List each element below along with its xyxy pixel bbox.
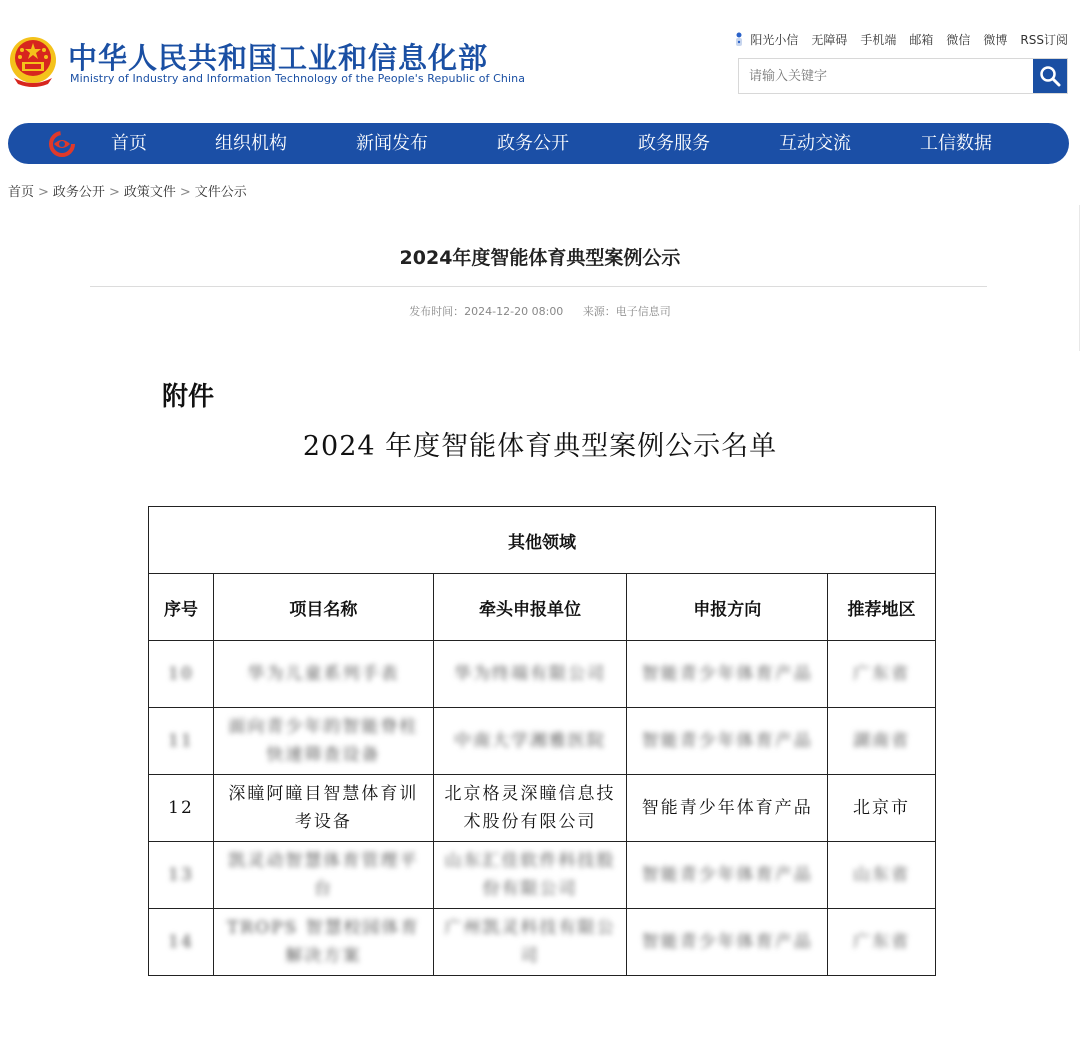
- table-row-highlighted: [149, 775, 936, 842]
- cell-name: TROPS 智慧校园体育解决方案: [213, 909, 433, 976]
- table-row: [149, 909, 936, 976]
- attachment-label: 附件: [162, 382, 215, 412]
- cell-unit: 中南大学湘雅医院: [433, 708, 627, 775]
- cell-unit: 山东汇佳软件科技股份有限公司: [433, 842, 627, 909]
- cell-unit: 广州凯灵科技有限公司: [433, 909, 627, 976]
- nav-data[interactable]: 工信数据: [920, 133, 992, 154]
- article-meta: [0, 303, 1080, 319]
- breadcrumb-file-notice[interactable]: 文件公示: [194, 185, 247, 200]
- top-link-accessibility[interactable]: 无障碍: [811, 33, 848, 47]
- article-source: 来源：电子信息司: [582, 305, 671, 318]
- cell-region: 山东省: [828, 842, 936, 909]
- cell-region: 广东省: [828, 909, 936, 976]
- main-nav: [8, 123, 1069, 164]
- cell-direction: 智能青少年体育产品: [627, 775, 828, 842]
- nav-news[interactable]: 新闻发布: [356, 133, 428, 154]
- miit-logo-icon[interactable]: [48, 130, 76, 158]
- top-link-mobile[interactable]: 手机端: [860, 33, 897, 47]
- cell-no: 13: [149, 842, 214, 909]
- cell-no: 11: [149, 708, 214, 775]
- cell-direction: 智能青少年体育产品: [627, 842, 828, 909]
- cell-direction: 智能青少年体育产品: [627, 641, 828, 708]
- col-header-direction: 申报方向: [627, 574, 828, 641]
- nav-gov-services[interactable]: 政务服务: [638, 133, 710, 154]
- cell-name: 面向青少年的智能脊柱快速筛查设备: [213, 708, 433, 775]
- nav-interaction[interactable]: 互动交流: [779, 133, 851, 154]
- domain-heading: 其他领域: [149, 507, 936, 574]
- cell-no: 14: [149, 909, 214, 976]
- nav-organization[interactable]: 组织机构: [215, 133, 287, 154]
- breadcrumb: [8, 181, 247, 200]
- nav-home[interactable]: 首页: [111, 133, 147, 154]
- site-title[interactable]: 中华人民共和国工业和信息化部: [68, 41, 489, 75]
- column-header-row: [149, 574, 936, 641]
- site-header: [0, 0, 1080, 120]
- col-header-name: 项目名称: [213, 574, 433, 641]
- page-title: 2024年度智能体育典型案例公示: [399, 247, 681, 269]
- domain-header-row: [149, 507, 936, 574]
- search-input[interactable]: [739, 59, 1033, 93]
- col-header-region: 推荐地区: [828, 574, 936, 641]
- search-box: [738, 58, 1068, 94]
- cell-no: 12: [149, 775, 214, 842]
- attachment-title: 2024 年度智能体育典型案例公示名单: [302, 431, 778, 462]
- col-header-no: 序号: [149, 574, 214, 641]
- publish-time: 发布时间：2024-12-20 08:00: [409, 305, 564, 318]
- breadcrumb-separator: >: [108, 185, 120, 200]
- breadcrumb-policy-docs[interactable]: 政策文件: [123, 185, 176, 200]
- site-subtitle: Ministry of Industry and Information Technology of the People's Republic of China: [70, 72, 526, 85]
- cell-name: 凯灵动智慧体育管理平台: [213, 842, 433, 909]
- nav-gov-affairs[interactable]: 政务公开: [497, 133, 569, 154]
- cell-name: 深瞳阿瞳目智慧体育训考设备: [213, 775, 433, 842]
- cell-name: 华为儿童系列手表: [213, 641, 433, 708]
- breadcrumb-home[interactable]: 首页: [8, 185, 35, 200]
- search-button[interactable]: [1033, 59, 1067, 93]
- top-link-sunshine[interactable]: 阳光小信: [733, 31, 798, 48]
- title-divider: [90, 286, 987, 287]
- col-header-unit: 牵头申报单位: [433, 574, 627, 641]
- cell-unit: 华为终端有限公司: [433, 641, 627, 708]
- national-emblem-icon[interactable]: [8, 34, 58, 88]
- cell-no: 10: [149, 641, 214, 708]
- cell-region: 广东省: [828, 641, 936, 708]
- top-link-mail[interactable]: 邮箱: [909, 33, 934, 47]
- top-link-weibo[interactable]: 微博: [983, 33, 1008, 47]
- case-list-table: [148, 506, 936, 976]
- table-row: [149, 708, 936, 775]
- top-link-wechat[interactable]: 微信: [946, 33, 971, 47]
- top-links: [720, 31, 1068, 48]
- table-row: [149, 641, 936, 708]
- cell-unit: 北京格灵深瞳信息技术股份有限公司: [433, 775, 627, 842]
- top-link-rss[interactable]: RSS订阅: [1020, 33, 1068, 47]
- breadcrumb-separator: >: [38, 185, 49, 200]
- search-icon: [1039, 65, 1061, 87]
- cell-region: 湖南省: [828, 708, 936, 775]
- breadcrumb-separator: >: [179, 185, 191, 200]
- table-row: [149, 842, 936, 909]
- cell-direction: 智能青少年体育产品: [627, 708, 828, 775]
- breadcrumb-gov-affairs[interactable]: 政务公开: [52, 185, 105, 200]
- robot-icon: [733, 32, 745, 48]
- cell-direction: 智能青少年体育产品: [627, 909, 828, 976]
- cell-region: 北京市: [828, 775, 936, 842]
